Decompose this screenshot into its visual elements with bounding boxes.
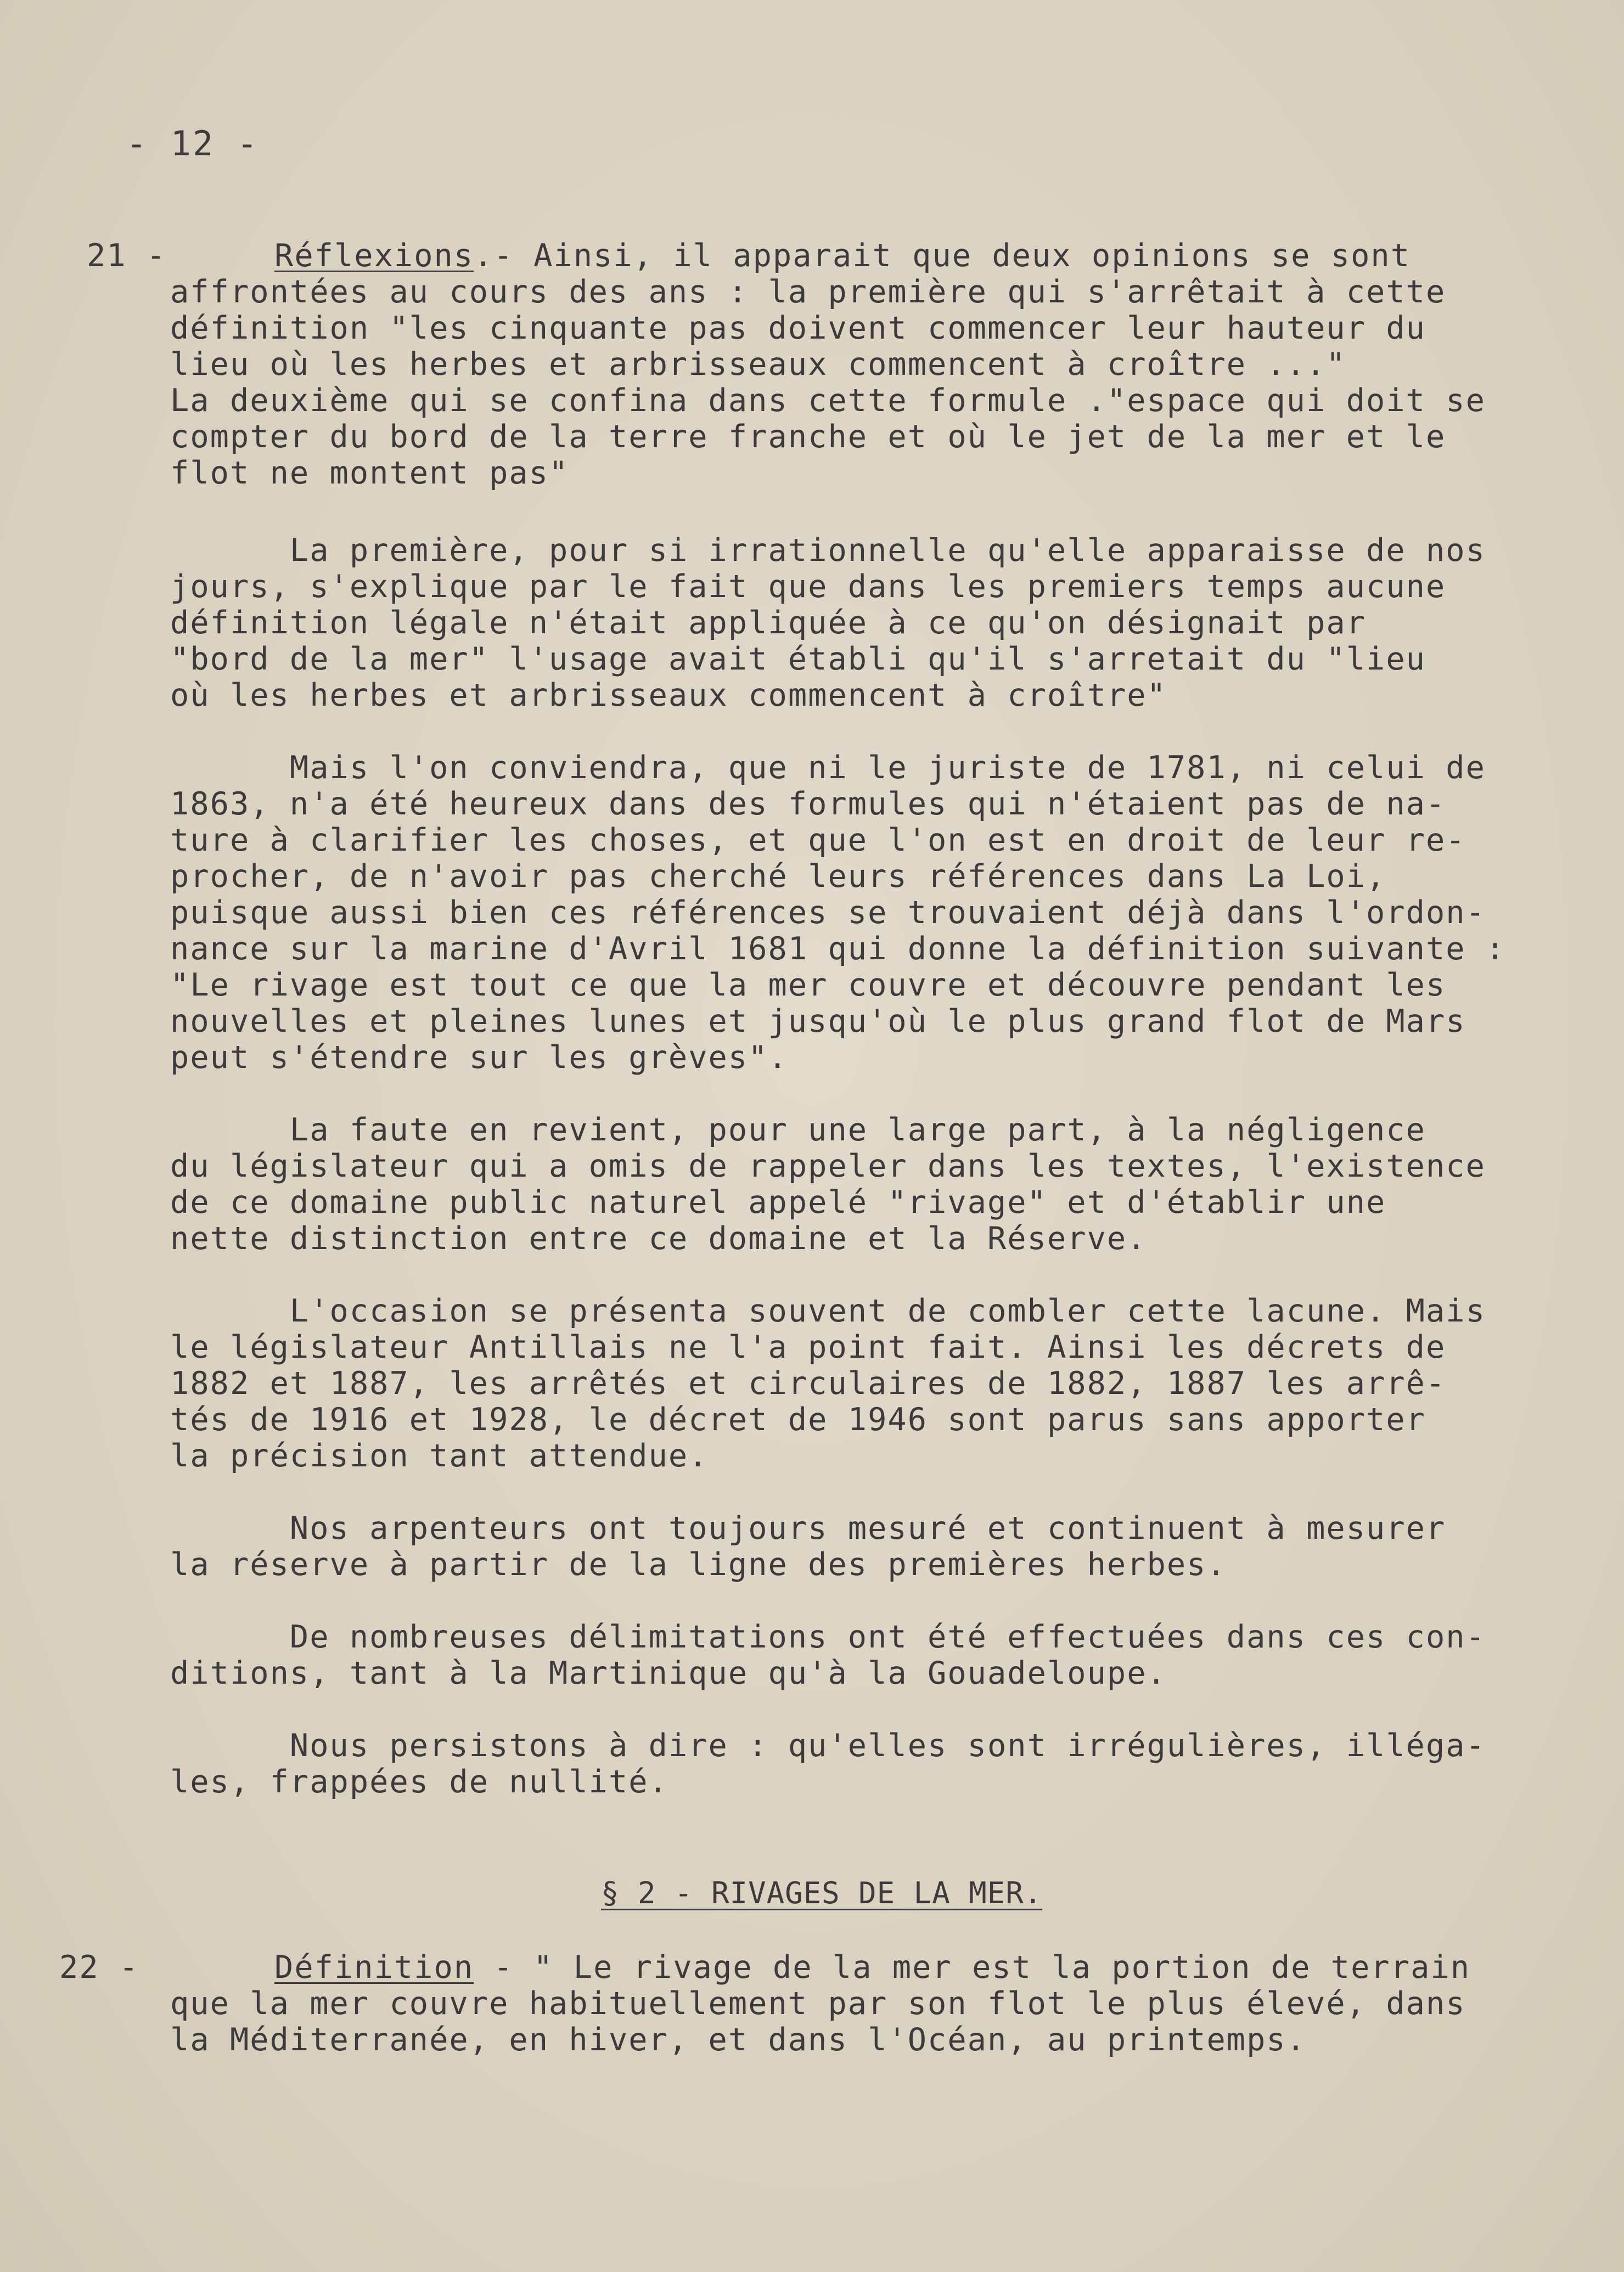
text-line: les, frappées de nullité. xyxy=(170,1764,668,1800)
text-line: La faute en revient, pour une large part, à la négligence xyxy=(170,1112,1426,1148)
text-line: la Méditerranée, en hiver, et dans l'Océan, au printemps. xyxy=(170,2022,1307,2058)
text-line: jours, s'explique par le fait que dans les premiers temps aucune xyxy=(170,569,1446,605)
text-line: De nombreuses délimitations ont été effectuées dans ces con- xyxy=(170,1619,1486,1655)
section-number-22: 22 - xyxy=(59,1949,139,1986)
text-line: "bord de la mer" l'usage avait établi qu'il s'arretait du "lieu xyxy=(170,641,1426,677)
text-line: 1863, n'a été heureux dans des formules qui n'étaient pas de na- xyxy=(170,786,1446,822)
text-line: puisque aussi bien ces références se trouvaient déjà dans l'ordon- xyxy=(170,895,1486,931)
text-line: affrontées au cours des ans : la première qui s'arrêtait à cette xyxy=(170,274,1446,310)
text-line: Nos arpenteurs ont toujours mesuré et continuent à mesurer xyxy=(170,1510,1446,1546)
text-line: "Le rivage est tout ce que la mer couvre et découvre pendant les xyxy=(170,967,1446,1003)
text-line: où les herbes et arbrisseaux commencent à croître" xyxy=(170,677,1167,713)
text-line: La première, pour si irrationnelle qu'elle apparaisse de nos xyxy=(170,532,1486,569)
text-line: la précision tant attendue. xyxy=(170,1438,709,1474)
text-line: procher, de n'avoir pas cherché leurs références dans La Loi, xyxy=(170,858,1386,895)
text-line: peut s'étendre sur les grèves". xyxy=(170,1039,788,1076)
text-line: définition "les cinquante pas doivent commencer leur hauteur du xyxy=(170,310,1426,346)
text-line: compter du bord de la terre franche et où le jet de la mer et le xyxy=(170,419,1446,455)
section-21-first-line xyxy=(274,238,1411,274)
text-line: de ce domaine public naturel appelé "rivage" et d'établir une xyxy=(170,1184,1386,1221)
page-number: - 12 - xyxy=(126,123,259,164)
section-heading: § 2 - RIVAGES DE LA MER. xyxy=(601,1876,1043,1910)
section-21-title: Réflexions xyxy=(274,238,474,274)
text-line: nance sur la marine d'Avril 1681 qui donne la définition suivante : xyxy=(170,931,1506,967)
text-line: Mais l'on conviendra, que ni le juriste de 1781, ni celui de xyxy=(170,750,1486,786)
text-line: tés de 1916 et 1928, le décret de 1946 sont parus sans apporter xyxy=(170,1402,1426,1438)
section-number-21: 21 - xyxy=(87,238,167,274)
text-line: définition légale n'était appliquée à ce qu'on désignait par xyxy=(170,605,1367,641)
section-22-title: Définition xyxy=(274,1949,474,1986)
text-line: L'occasion se présenta souvent de combler cette lacune. Mais xyxy=(170,1293,1486,1329)
text-line: le législateur Antillais ne l'a point fait. Ainsi les décrets de xyxy=(170,1329,1446,1365)
section-22-first-line-rest: - " Le rivage de la mer est la portion de terrain xyxy=(474,1949,1471,1986)
text-line: du législateur qui a omis de rappeler dans les textes, l'existence xyxy=(170,1148,1486,1184)
text-line: lieu où les herbes et arbrisseaux commencent à croître ..." xyxy=(170,346,1346,383)
text-line: nette distinction entre ce domaine et la Réserve. xyxy=(170,1221,1147,1257)
text-line: la réserve à partir de la ligne des premières herbes. xyxy=(170,1546,1227,1583)
text-line: ture à clarifier les choses, et que l'on est en droit de leur re- xyxy=(170,822,1466,858)
text-line: La deuxième qui se confina dans cette formule ."espace qui doit se xyxy=(170,383,1486,419)
text-line: flot ne montent pas" xyxy=(170,455,569,491)
text-line: 1882 et 1887, les arrêtés et circulaires de 1882, 1887 les arrê- xyxy=(170,1365,1446,1402)
text-line: que la mer couvre habituellement par son flot le plus élevé, dans xyxy=(170,1986,1466,2022)
section-22-first-line xyxy=(274,1949,1470,1986)
text-line: Nous persistons à dire : qu'elles sont irrégulières, illéga- xyxy=(170,1728,1486,1764)
text-line: nouvelles et pleines lunes et jusqu'où le plus grand flot de Mars xyxy=(170,1003,1466,1039)
section-21-first-line-rest: .- Ainsi, il apparait que deux opinions se sont xyxy=(474,238,1411,274)
text-line: ditions, tant à la Martinique qu'à la Gouadeloupe. xyxy=(170,1655,1167,1691)
